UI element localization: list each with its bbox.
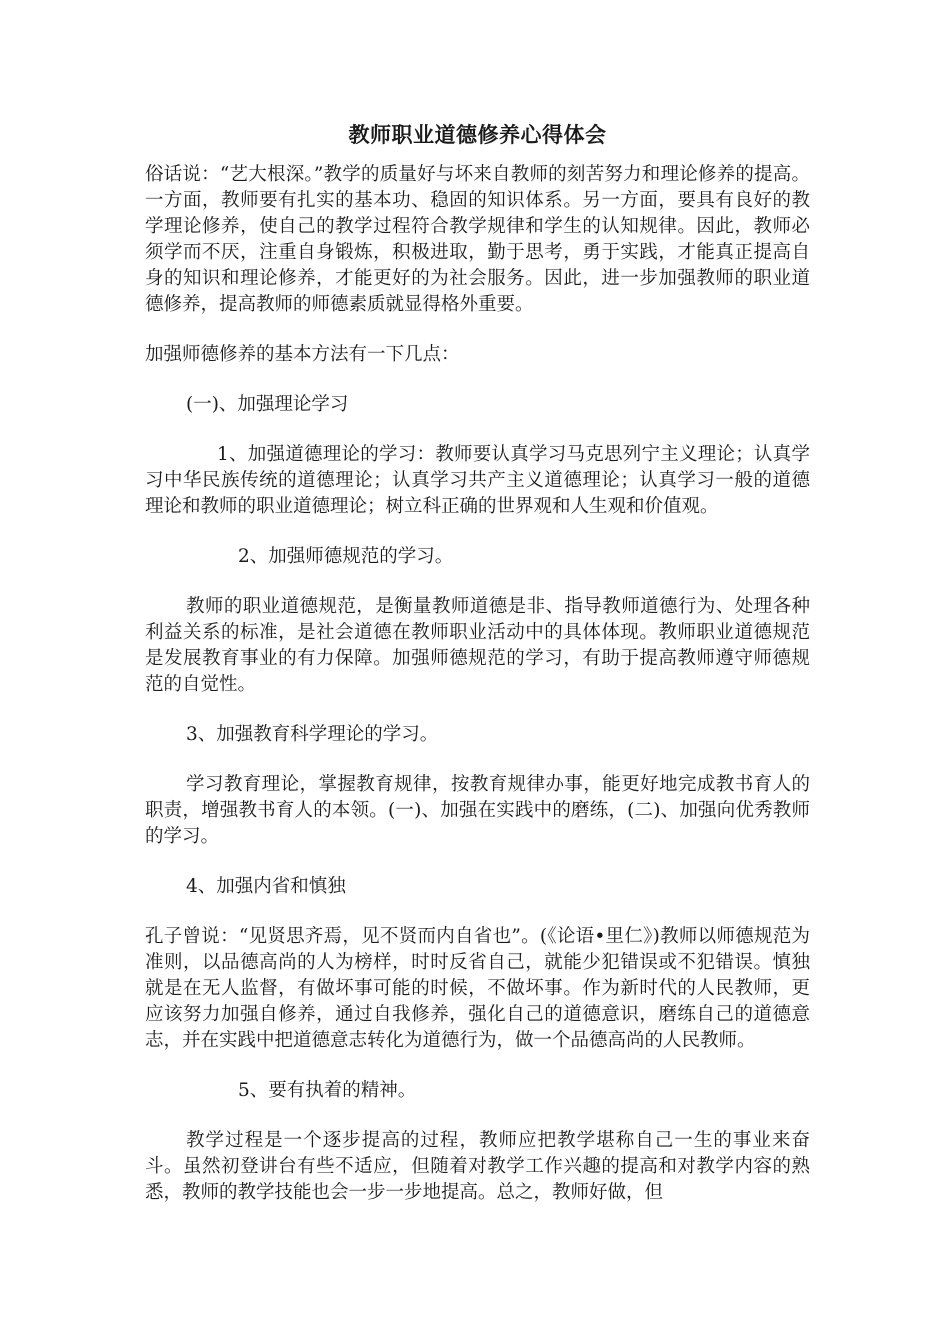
paragraph-item-2-body: 教师的职业道德规范，是衡量教师道德是非、指导教师道德行为、处理各种利益关系的标准，是社会道德在教师职业活动中的具体体现。教师职业道德规范是发展教育事业的有力保障。加强师德规范的学习，有助于提高教师遵守师德规范的自觉性。 — [145, 596, 810, 695]
section-heading-theory: (一)、加强理论学习 — [186, 394, 349, 415]
paragraph-item-4-body: 孔子曾说：“见贤思齐焉，见不贤而内自省也”。(《论语•里仁》)教师以师德规范为准则，以品德高尚的人为榜样，时时反省自己，就能少犯错误或不犯错误。慎独就是在无人监督，有做坏事可能的时候，不做坏事。作为新时代的人民教师，更应该努力加强自修养，通过自我修养，强化自己的道德意识，磨练自己的道德意志，并在实践中把道德意志转化为道德行为，做一个品德高尚的人民教师。 — [145, 926, 810, 1051]
document-page — [145, 118, 810, 1206]
item-heading-3: 3、加强教育科学理论的学习。 — [186, 724, 439, 745]
paragraph-methods-heading: 加强师德修养的基本方法有一下几点： — [145, 344, 460, 365]
item-heading-4: 4、加强内省和慎独 — [186, 876, 346, 897]
paragraph-item-5-body: 教学过程是一个逐步提高的过程，教师应把教学堪称自己一生的事业来奋斗。虽然初登讲台有些不适应，但随着对教学工作兴趣的提高和对教学内容的熟悉，教师的教学技能也会一步一步地提高。总之，教师好做，但 — [145, 1130, 810, 1203]
paragraph-item-1: 1、加强道德理论的学习：教师要认真学习马克思列宁主义理论；认真学习中华民族传统的道德理论；认真学习共产主义道德理论；认真学习一般的道德理论和教师的职业道德理论；树立科正确的世界观和人生观和价值观。 — [145, 444, 810, 517]
paragraph-item-3-body: 学习教育理论，掌握教育规律，按教育规律办事，能更好地完成教书育人的职责，增强教书育人的本领。(一)、加强在实践中的磨练，(二)、加强向优秀教师的学习。 — [145, 774, 810, 847]
document-title: 教师职业道德修养心得体会 — [348, 122, 607, 147]
paragraph-intro: 俗话说：“艺大根深。”教学的质量好与坏来自教师的刻苦努力和理论修养的提高。一方面，教师要有扎实的基本功、稳固的知识体系。另一方面，要具有良好的教学理论修养，使自己的教学过程符合教学规律和学生的认知规律。因此，教师必须学而不厌，注重自身锻炼，积极进取，勤于思考，勇于实践，才能真正提高自身的知识和理论修养，才能更好的为社会服务。因此，进一步加强教师的职业道德修养，提高教师的师德素质就显得格外重要。 — [145, 164, 810, 315]
item-heading-5: 5、要有执着的精神。 — [238, 1080, 417, 1101]
item-heading-2: 2、加强师德规范的学习。 — [238, 546, 454, 567]
